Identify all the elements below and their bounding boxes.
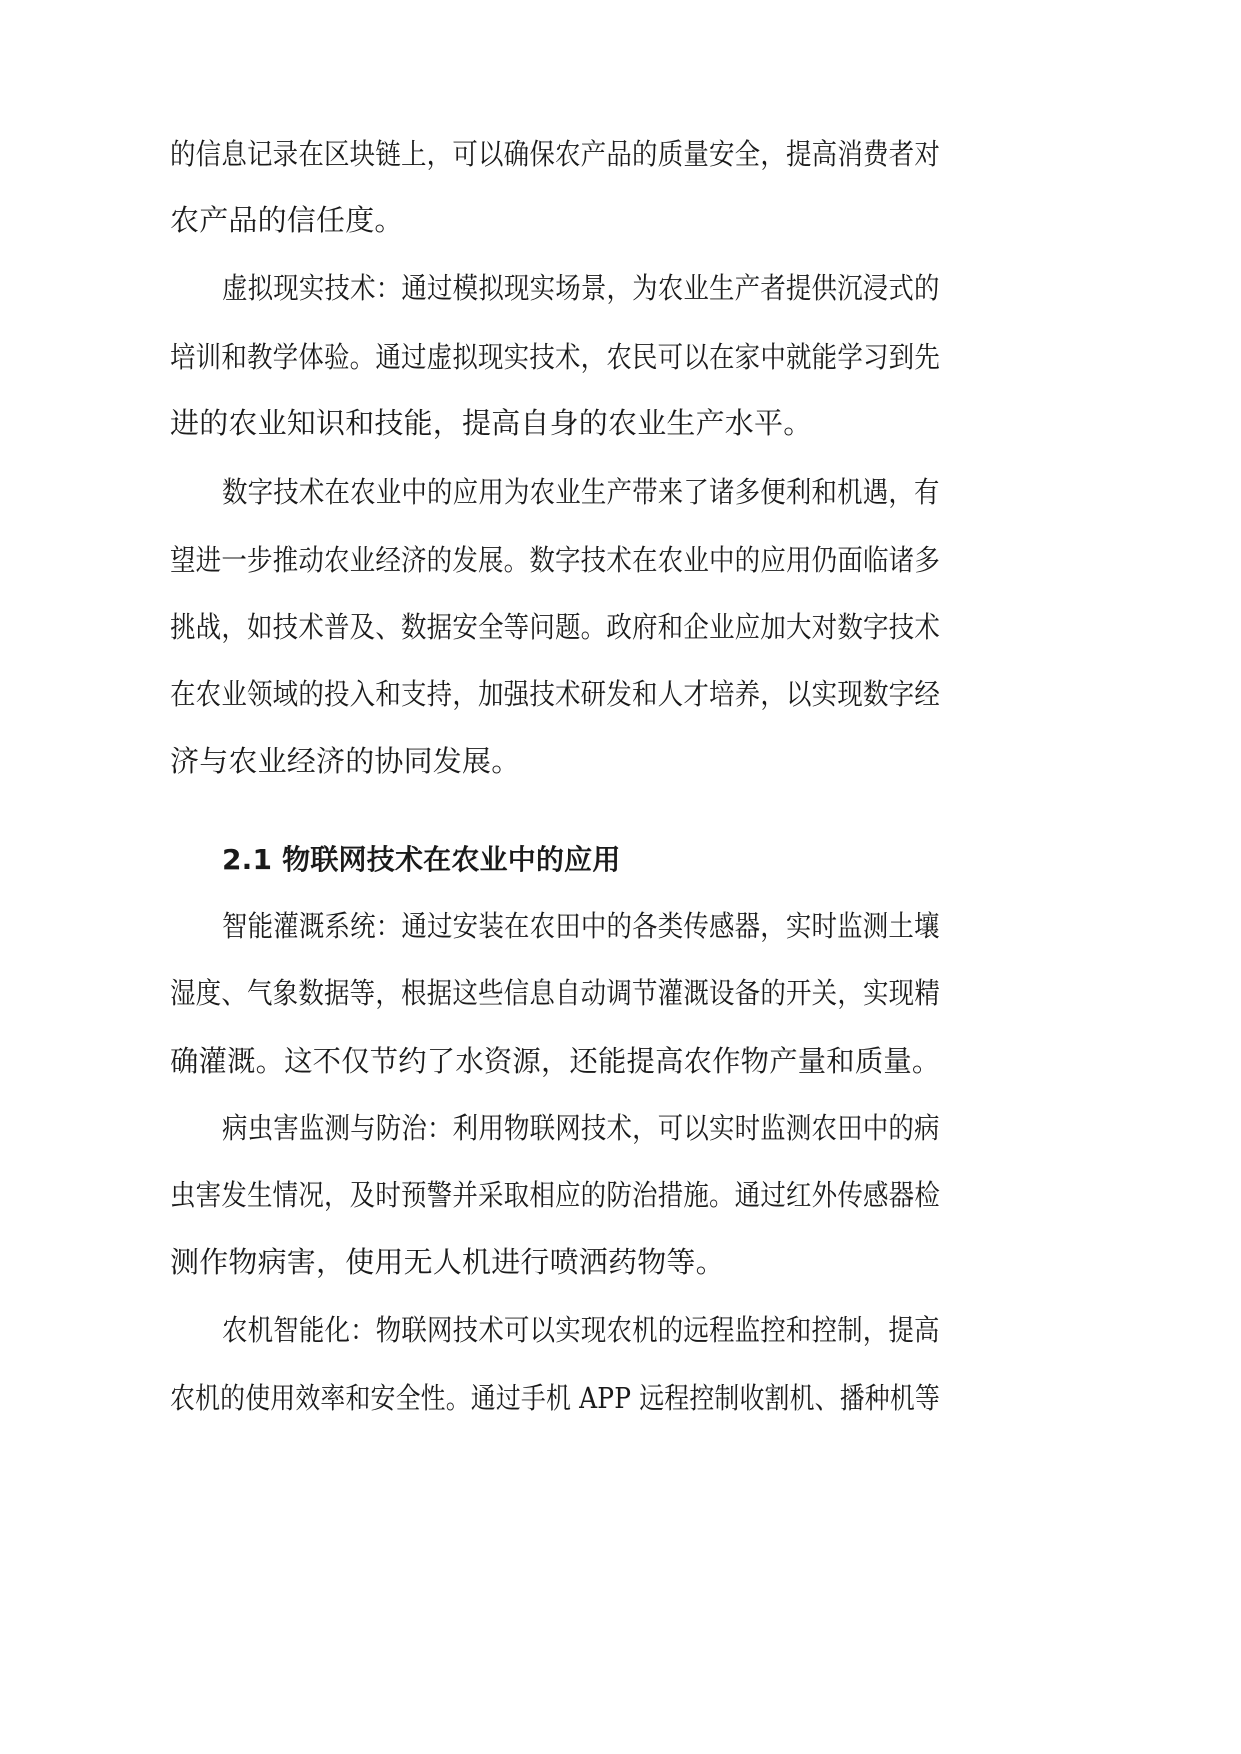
text-line: 虫害发生情况，及时预警并采取相应的防治措施。通过红外传感器检 <box>170 1178 941 1212</box>
text-line: 济与农业经济的协同发展。 <box>170 744 521 778</box>
text-line: 智能灌溉系统：通过安装在农田中的各类传感器，实时监测土壤 <box>222 909 940 943</box>
text-line: 望进一步推动农业经济的发展。数字技术在农业中的应用仍面临诸多 <box>170 543 941 577</box>
text-line: 病虫害监测与防治：利用物联网技术，可以实时监测农田中的病 <box>222 1111 940 1145</box>
text-line: 农机的使用效率和安全性。通过手机 APP 远程控制收割机、播种机等 <box>170 1381 940 1415</box>
text-line: 在农业领域的投入和支持，加强技术研发和人才培养，以实现数字经 <box>170 677 941 711</box>
text-line: 农产品的信任度。 <box>170 203 404 237</box>
text-line: 挑战，如技术普及、数据安全等问题。政府和企业应加大对数字技术 <box>170 610 941 644</box>
text-line: 测作物病害，使用无人机进行喷洒药物等。 <box>170 1245 725 1279</box>
text-line: 的信息记录在区块链上，可以确保农产品的质量安全，提高消费者对 <box>170 137 941 171</box>
text-line: 虚拟现实技术：通过模拟现实场景，为农业生产者提供沉浸式的 <box>222 271 940 305</box>
text-line: 农机智能化：物联网技术可以实现农机的远程监控和控制，提高 <box>222 1313 940 1347</box>
text-line: 确灌溉。这不仅节约了水资源，还能提高农作物产量和质量。 <box>170 1044 941 1078</box>
text-line: 培训和教学体验。通过虚拟现实技术，农民可以在家中就能学习到先 <box>170 340 941 374</box>
text-line: 进的农业知识和技能，提高自身的农业生产水平。 <box>170 406 813 440</box>
text-line: 数字技术在农业中的应用为农业生产带来了诸多便利和机遇，有 <box>222 475 940 509</box>
text-line: 湿度、气象数据等，根据这些信息自动调节灌溉设备的开关，实现精 <box>170 976 941 1010</box>
section-heading: 2.1 物联网技术在农业中的应用 <box>222 843 621 876</box>
